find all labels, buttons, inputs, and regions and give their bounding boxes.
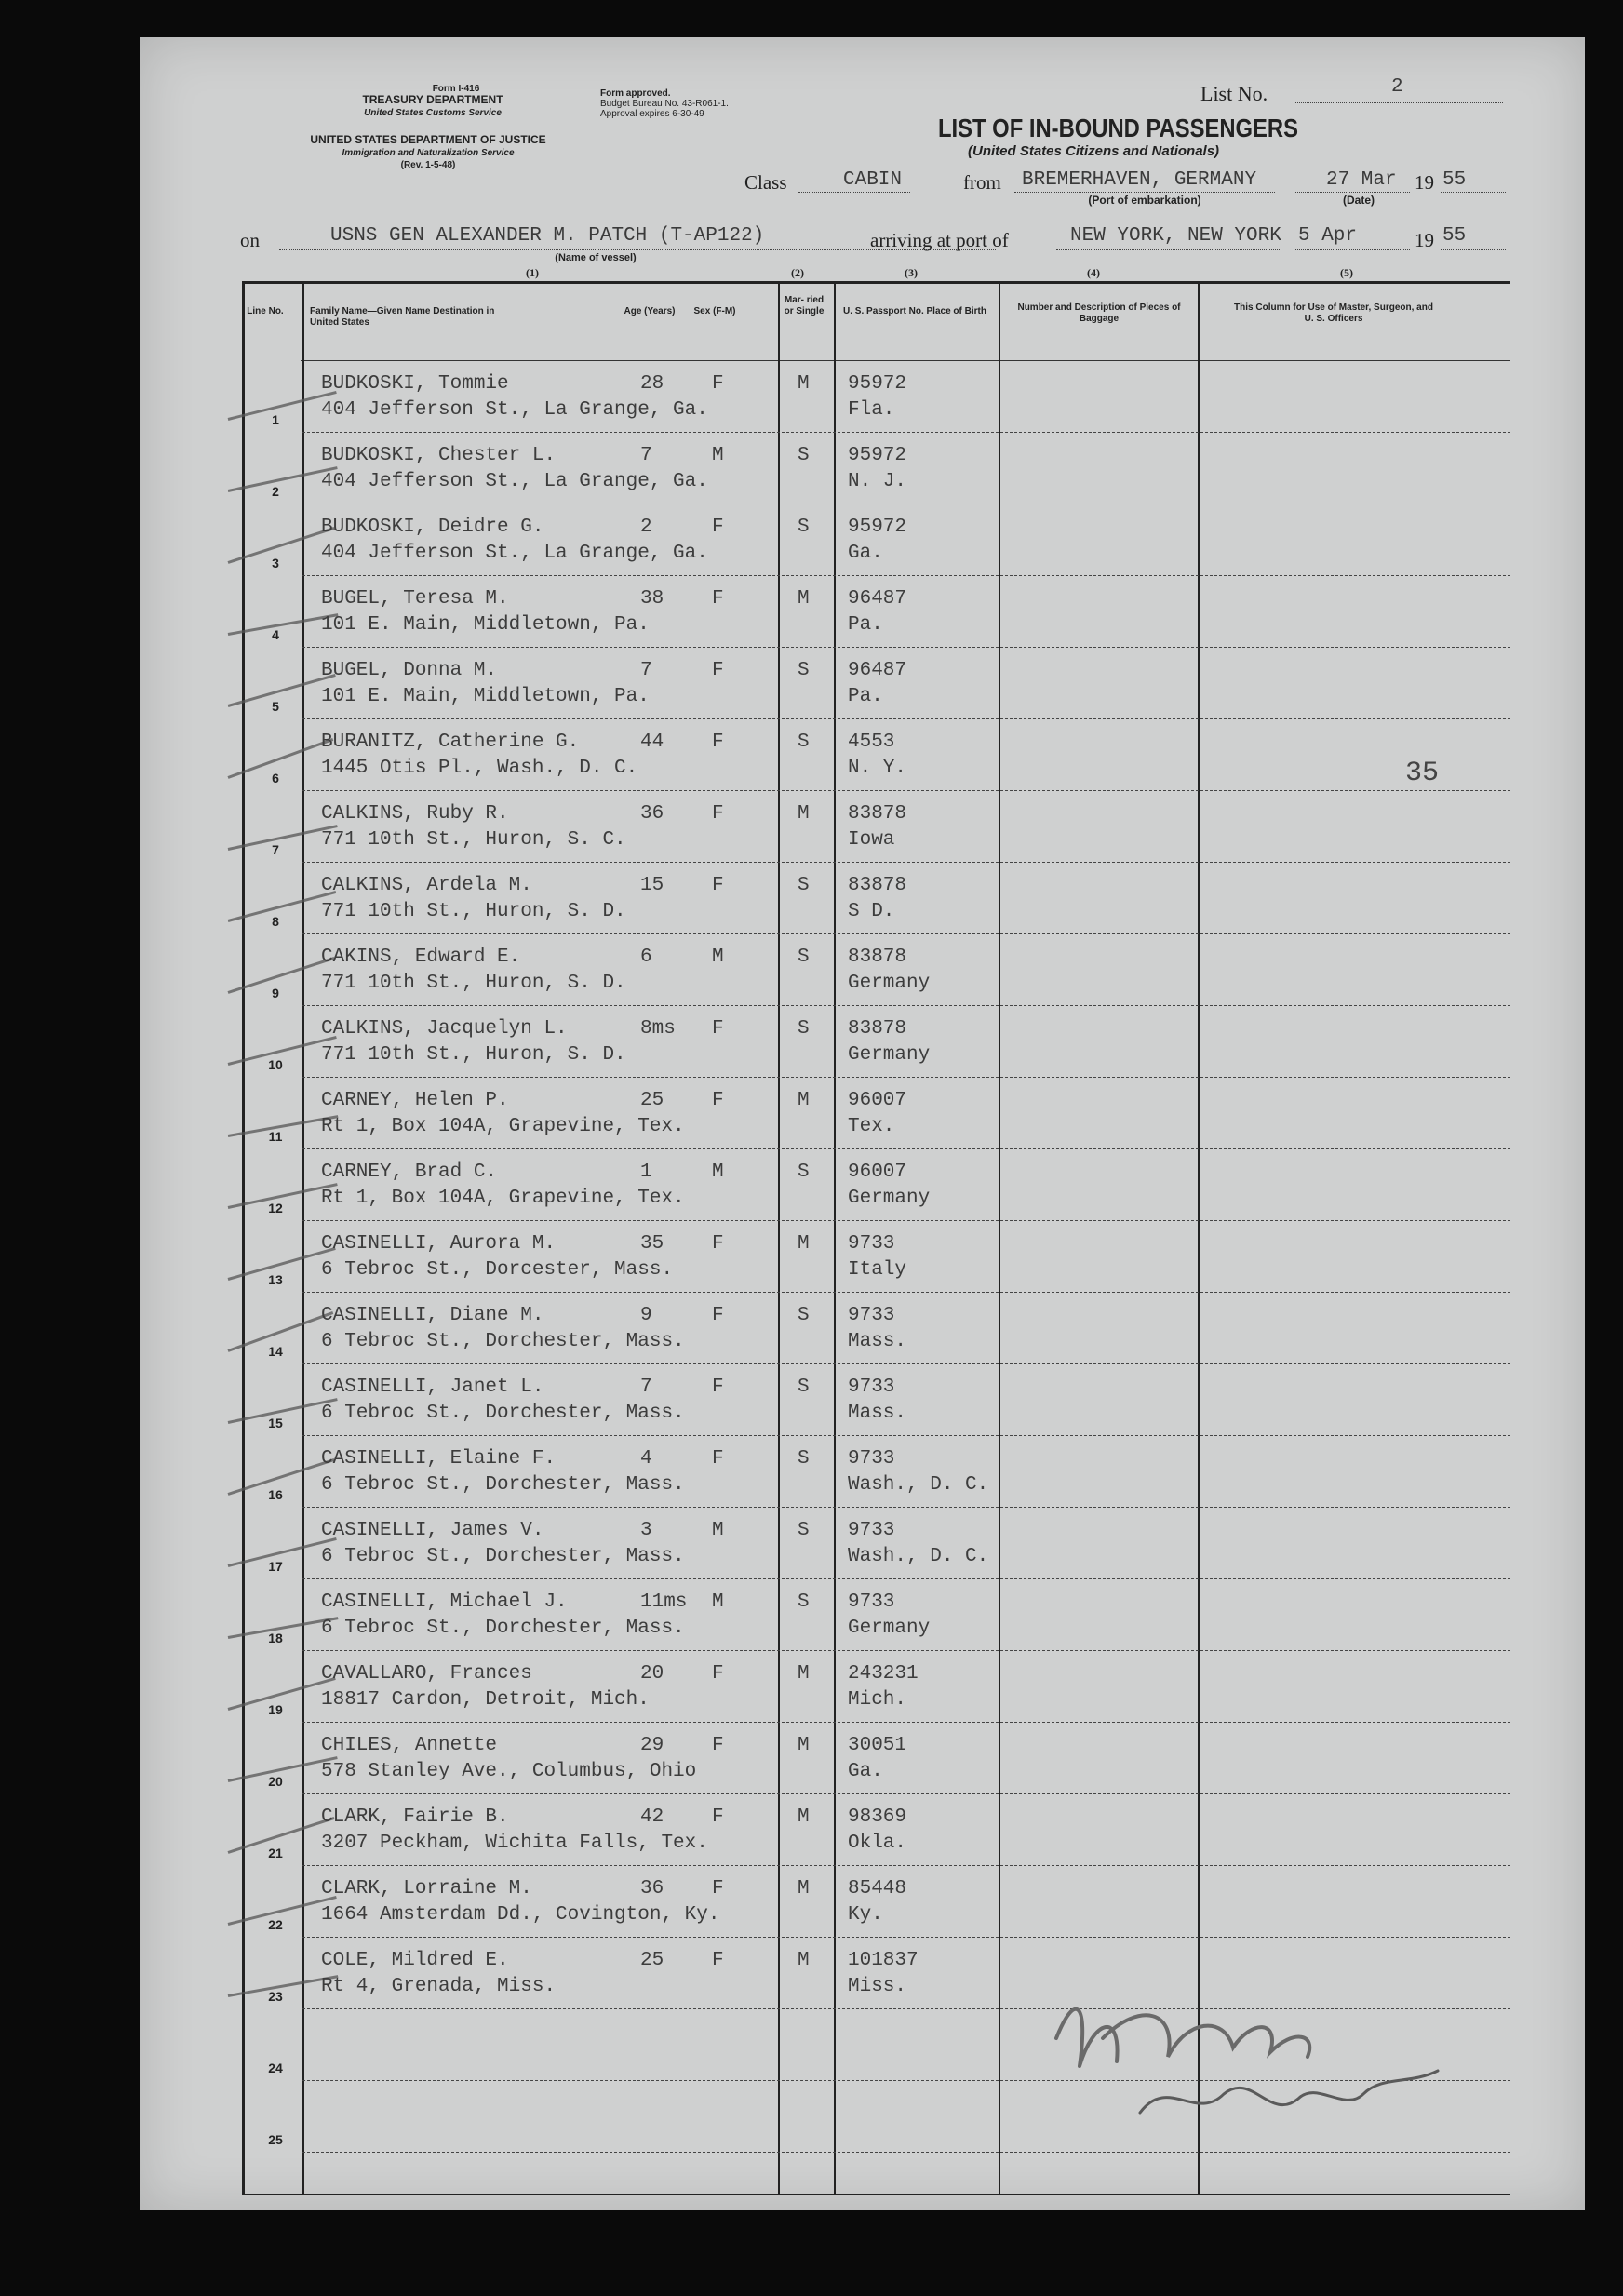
header-baggage: Number and Description of Pieces of Baggage — [1017, 302, 1181, 324]
passenger-sex: M — [712, 947, 724, 968]
row-rule — [302, 432, 1510, 433]
marital-status: M — [798, 373, 810, 395]
passenger-address: 578 Stanley Ave., Columbus, Ohio — [321, 1761, 697, 1782]
justice-dept: UNITED STATES DEPARTMENT OF JUSTICE — [310, 133, 546, 146]
place-of-birth: Mass. — [848, 1331, 907, 1352]
ins-service: Immigration and Naturalization Service — [342, 148, 515, 158]
row-rule — [302, 1722, 1510, 1723]
row-rule — [302, 1435, 1510, 1436]
row-rule — [302, 1650, 1510, 1651]
marital-status: S — [798, 1520, 810, 1541]
line-number: 21 — [268, 1846, 283, 1860]
arriving-label: arriving at port of — [870, 229, 1009, 251]
table-row — [245, 649, 1510, 720]
row-rule — [302, 933, 1510, 934]
place-of-birth: Ga. — [848, 543, 883, 564]
passport-number: 9733 — [848, 1520, 895, 1541]
table-row — [245, 1007, 1510, 1079]
marital-status: M — [798, 588, 810, 610]
arrival-port-line — [1056, 249, 1280, 250]
col-number-2: (2) — [791, 266, 804, 279]
row-rule — [302, 1578, 1510, 1579]
date-caption: (Date) — [1342, 194, 1375, 207]
line-number: 6 — [272, 771, 279, 785]
passenger-sex: F — [712, 1735, 724, 1756]
passport-number: 83878 — [848, 1018, 907, 1040]
passenger-age: 4 — [640, 1448, 652, 1470]
line-number: 22 — [268, 1917, 283, 1932]
passport-number: 83878 — [848, 947, 907, 968]
line-number: 11 — [268, 1129, 283, 1144]
header-officers: This Column for Use of Master, Surgeon, and U. S. Officers — [1234, 302, 1433, 324]
table-row — [245, 1150, 1510, 1222]
line-number: 7 — [272, 842, 279, 857]
place-of-birth: N. J. — [848, 471, 907, 492]
page-title: LIST OF IN-BOUND PASSENGERS — [938, 114, 1299, 142]
depart-date-line — [1294, 192, 1410, 193]
marital-status: S — [798, 1305, 810, 1326]
header-line-no: Line No. — [247, 306, 284, 316]
passenger-address: 404 Jefferson St., La Grange, Ga. — [321, 399, 708, 421]
passenger-address: 6 Tebroc St., Dorchester, Mass. — [321, 1546, 685, 1567]
passenger-age: 8ms — [640, 1018, 676, 1040]
table-row — [245, 362, 1510, 434]
treasury-dept: TREASURY DEPARTMENT — [362, 93, 503, 106]
row-rule — [302, 862, 1510, 863]
passenger-name: CARNEY, Brad C. — [321, 1161, 498, 1183]
passenger-address: 771 10th St., Huron, S. D. — [321, 973, 626, 994]
passenger-address: 404 Jefferson St., La Grange, Ga. — [321, 543, 708, 564]
passenger-sex: F — [712, 1878, 724, 1900]
passenger-sex: F — [712, 1090, 724, 1111]
line-number: 3 — [272, 556, 279, 571]
place-of-birth: Okla. — [848, 1833, 907, 1854]
passenger-name: CASINELLI, James V. — [321, 1520, 544, 1541]
arrival-date: 5 Apr — [1298, 225, 1358, 247]
passenger-name: CASINELLI, Michael J. — [321, 1591, 568, 1613]
table-row — [245, 1867, 1510, 1939]
passenger-address: 6 Tebroc St., Dorchester, Mass. — [321, 1618, 685, 1639]
passport-number: 9733 — [848, 1448, 895, 1470]
passenger-name: BUGEL, Donna M. — [321, 660, 498, 681]
place-of-birth: Pa. — [848, 686, 883, 707]
table-row — [245, 1222, 1510, 1294]
passenger-address: 3207 Peckham, Wichita Falls, Tex. — [321, 1833, 708, 1854]
marital-status: S — [798, 1376, 810, 1398]
passenger-age: 20 — [640, 1663, 664, 1685]
passenger-age: 7 — [640, 445, 652, 466]
passport-number: 96007 — [848, 1090, 907, 1111]
page-subtitle: (United States Citizens and Nationals) — [968, 143, 1220, 159]
row-rule — [302, 575, 1510, 576]
table-row — [245, 1509, 1510, 1580]
passenger-age: 44 — [640, 732, 664, 753]
passenger-address: 771 10th St., Huron, S. C. — [321, 829, 626, 851]
row-rule — [302, 1148, 1510, 1149]
passport-number: 101837 — [848, 1950, 919, 1971]
marital-status: M — [798, 1663, 810, 1685]
place-of-birth: Germany — [848, 1188, 931, 1209]
passenger-address: 771 10th St., Huron, S. D. — [321, 1044, 626, 1066]
passenger-name: CASINELLI, Elaine F. — [321, 1448, 557, 1470]
passenger-sex: F — [712, 1233, 724, 1255]
col-number-1: (1) — [526, 266, 539, 279]
line-number: 25 — [268, 2132, 283, 2147]
marital-status: M — [798, 1878, 810, 1900]
passport-number: 96487 — [848, 588, 907, 610]
passenger-sex: M — [712, 1520, 724, 1541]
row-rule — [302, 1292, 1510, 1293]
passenger-age: 7 — [640, 660, 652, 681]
list-no-line — [1294, 102, 1503, 103]
row-rule — [302, 1363, 1510, 1364]
arrival-port: NEW YORK, NEW YORK — [1070, 225, 1281, 247]
passenger-name: BUDKOSKI, Deidre G. — [321, 517, 544, 538]
passenger-sex: F — [712, 1950, 724, 1971]
row-rule — [302, 1507, 1510, 1508]
line-number: 5 — [272, 699, 279, 714]
passenger-address: Rt 4, Grenada, Miss. — [321, 1976, 557, 1997]
class-line — [798, 192, 910, 193]
place-of-birth: Germany — [848, 1618, 931, 1639]
header-passport: U. S. Passport No. Place of Birth — [843, 306, 986, 316]
line-number: 12 — [268, 1201, 283, 1215]
place-of-birth: S D. — [848, 901, 895, 922]
place-of-birth: Pa. — [848, 614, 883, 636]
passenger-name: COLE, Mildred E. — [321, 1950, 509, 1971]
on-label: on — [240, 229, 260, 251]
passport-number: 83878 — [848, 875, 907, 896]
row-rule — [302, 718, 1510, 719]
header-age: Age (Years) — [624, 306, 676, 316]
table-row — [245, 792, 1510, 864]
list-no-value: 2 — [1391, 76, 1403, 98]
passport-number: 9733 — [848, 1591, 895, 1613]
passenger-rows — [245, 362, 1510, 2154]
passenger-sex: F — [712, 660, 724, 681]
place-of-birth: Tex. — [848, 1116, 895, 1137]
depart-year-line — [1441, 192, 1506, 193]
passenger-age: 9 — [640, 1305, 652, 1326]
from-line — [1014, 192, 1275, 193]
passenger-address: 1445 Otis Pl., Wash., D. C. — [321, 758, 638, 779]
approval-expires: Approval expires 6-30-49 — [600, 109, 704, 119]
passenger-name: BUGEL, Teresa M. — [321, 588, 509, 610]
passport-number: 95972 — [848, 373, 907, 395]
marital-status: M — [798, 1950, 810, 1971]
line-number: 1 — [272, 412, 279, 427]
table-row — [245, 1294, 1510, 1365]
vessel-caption: (Name of vessel) — [555, 252, 637, 263]
table-row — [245, 1437, 1510, 1509]
marital-status: S — [798, 947, 810, 968]
place-of-birth: Miss. — [848, 1976, 907, 1997]
line-number: 8 — [272, 914, 279, 929]
passenger-age: 28 — [640, 373, 664, 395]
list-no-label: List No. — [1200, 82, 1268, 105]
passenger-name: CASINELLI, Janet L. — [321, 1376, 544, 1398]
passenger-sex: F — [712, 803, 724, 825]
place-of-birth: N. Y. — [848, 758, 907, 779]
col-number-3: (3) — [905, 266, 918, 279]
passenger-address: 771 10th St., Huron, S. D. — [321, 901, 626, 922]
line-number: 2 — [272, 484, 279, 499]
header-rule — [301, 360, 1510, 361]
table-row — [245, 505, 1510, 577]
header-name: Family Name—Given Name Destination in United States — [310, 306, 495, 328]
depart-year: 55 — [1442, 169, 1467, 191]
from-value: BREMERHAVEN, GERMANY — [1022, 169, 1257, 191]
table-row — [245, 1079, 1510, 1150]
marital-status: S — [798, 1161, 810, 1183]
officer-note: 35 — [1405, 758, 1440, 789]
from-label: from — [963, 171, 1001, 194]
passenger-name: CASINELLI, Aurora M. — [321, 1233, 557, 1255]
col-number-5: (5) — [1340, 266, 1353, 279]
arrival-year: 55 — [1442, 225, 1467, 247]
passenger-name: BUDKOSKI, Chester L. — [321, 445, 557, 466]
passport-number: 85448 — [848, 1878, 907, 1900]
place-of-birth: Italy — [848, 1259, 907, 1281]
passenger-name: CARNEY, Helen P. — [321, 1090, 509, 1111]
marital-status: M — [798, 1806, 810, 1828]
passport-number: 243231 — [848, 1663, 919, 1685]
line-number: 19 — [268, 1702, 283, 1717]
passenger-sex: M — [712, 1161, 724, 1183]
passenger-address: 101 E. Main, Middletown, Pa. — [321, 614, 650, 636]
depart-year-prefix: 19 — [1415, 171, 1434, 194]
row-rule — [302, 1793, 1510, 1794]
marital-status: S — [798, 517, 810, 538]
header-married: Mar- ried or Single — [784, 295, 825, 316]
passenger-age: 42 — [640, 1806, 664, 1828]
row-rule — [302, 1220, 1510, 1221]
passenger-sex: F — [712, 1305, 724, 1326]
passenger-sex: F — [712, 373, 724, 395]
line-number: 23 — [268, 1989, 283, 2004]
place-of-birth: Fla. — [848, 399, 895, 421]
passenger-sex: F — [712, 1448, 724, 1470]
table-row — [245, 1365, 1510, 1437]
vessel-name: USNS GEN ALEXANDER M. PATCH (T-AP122) — [330, 225, 765, 247]
passenger-address: 404 Jefferson St., La Grange, Ga. — [321, 471, 708, 492]
passport-number: 96007 — [848, 1161, 907, 1183]
marital-status: S — [798, 660, 810, 681]
passport-number: 95972 — [848, 517, 907, 538]
passenger-address: 6 Tebroc St., Dorchester, Mass. — [321, 1331, 685, 1352]
line-number: 14 — [268, 1344, 283, 1359]
place-of-birth: Ky. — [848, 1904, 883, 1926]
table-row — [245, 864, 1510, 935]
passenger-address: Rt 1, Box 104A, Grapevine, Tex. — [321, 1188, 685, 1209]
passport-number: 4553 — [848, 732, 895, 753]
class-value: CABIN — [843, 169, 903, 191]
table-row — [245, 1724, 1510, 1795]
passenger-age: 2 — [640, 517, 652, 538]
passenger-list-page — [140, 37, 1585, 2210]
table-row — [245, 720, 1510, 792]
passenger-age: 29 — [640, 1735, 664, 1756]
passenger-name: CALKINS, Jacquelyn L. — [321, 1018, 568, 1040]
passenger-name: BUDKOSKI, Tommie — [321, 373, 509, 395]
passenger-sex: F — [712, 517, 724, 538]
passport-number: 9733 — [848, 1376, 895, 1398]
row-rule — [302, 790, 1510, 791]
passenger-sex: F — [712, 732, 724, 753]
place-of-birth: Mich. — [848, 1689, 907, 1711]
passenger-sex: M — [712, 1591, 724, 1613]
passenger-address: 18817 Cardon, Detroit, Mich. — [321, 1689, 650, 1711]
passenger-name: CLARK, Fairie B. — [321, 1806, 509, 1828]
row-rule — [302, 647, 1510, 648]
line-number: 9 — [272, 986, 279, 1000]
place-of-birth: Mass. — [848, 1403, 907, 1424]
table-row — [245, 1580, 1510, 1652]
budget-bureau: Budget Bureau No. 43-R061-1. — [600, 99, 729, 109]
line-number: 10 — [268, 1057, 283, 1072]
passenger-name: CASINELLI, Diane M. — [321, 1305, 544, 1326]
passenger-address: 6 Tebroc St., Dorchester, Mass. — [321, 1403, 685, 1424]
passenger-name: CHILES, Annette — [321, 1735, 498, 1756]
line-number: 20 — [268, 1774, 283, 1789]
passenger-address: 101 E. Main, Middletown, Pa. — [321, 686, 650, 707]
form-revision: (Rev. 1-5-48) — [400, 160, 456, 170]
marital-status: S — [798, 445, 810, 466]
passenger-sex: F — [712, 1663, 724, 1685]
line-number: 16 — [268, 1487, 283, 1502]
passenger-address: 6 Tebroc St., Dorcester, Mass. — [321, 1259, 674, 1281]
form-number: Form I-416 — [432, 84, 480, 94]
passenger-age: 25 — [640, 1090, 664, 1111]
line-number: 24 — [268, 2061, 283, 2075]
marital-status: S — [798, 1591, 810, 1613]
passport-number: 9733 — [848, 1233, 895, 1255]
place-of-birth: Ga. — [848, 1761, 883, 1782]
passenger-age: 36 — [640, 1878, 664, 1900]
passenger-age: 25 — [640, 1950, 664, 1971]
passenger-age: 11ms — [640, 1591, 688, 1613]
passenger-age: 3 — [640, 1520, 652, 1541]
col-number-4: (4) — [1087, 266, 1100, 279]
passenger-address: 6 Tebroc St., Dorchester, Mass. — [321, 1474, 685, 1496]
line-number: 13 — [268, 1272, 283, 1287]
passenger-age: 15 — [640, 875, 664, 896]
officer-signature — [1038, 1982, 1447, 2168]
customs-service: United States Customs Service — [364, 108, 502, 118]
passport-number: 96487 — [848, 660, 907, 681]
passport-number: 9733 — [848, 1305, 895, 1326]
passport-number: 95972 — [848, 445, 907, 466]
passport-number: 98369 — [848, 1806, 907, 1828]
port-embark-caption: (Port of embarkation) — [1088, 194, 1201, 207]
marital-status: M — [798, 1735, 810, 1756]
arrival-date-line — [1294, 249, 1410, 250]
passenger-sex: F — [712, 1806, 724, 1828]
place-of-birth: Germany — [848, 973, 931, 994]
marital-status: S — [798, 875, 810, 896]
passport-number: 30051 — [848, 1735, 907, 1756]
line-number: 15 — [268, 1416, 283, 1430]
passenger-name: CLARK, Lorraine M. — [321, 1878, 532, 1900]
class-label: Class — [744, 171, 787, 194]
passenger-sex: F — [712, 1376, 724, 1398]
marital-status: S — [798, 732, 810, 753]
passenger-age: 6 — [640, 947, 652, 968]
row-rule — [302, 1937, 1510, 1938]
marital-status: M — [798, 1233, 810, 1255]
passenger-name: BURANITZ, Catherine G. — [321, 732, 580, 753]
row-rule — [302, 1005, 1510, 1006]
row-rule — [302, 1865, 1510, 1866]
place-of-birth: Wash., D. C. — [848, 1546, 989, 1567]
table-row — [245, 1652, 1510, 1724]
passenger-sex: M — [712, 445, 724, 466]
passenger-address: 1664 Amsterdam Dd., Covington, Ky. — [321, 1904, 720, 1926]
place-of-birth: Germany — [848, 1044, 931, 1066]
passenger-name: CALKINS, Ardela M. — [321, 875, 532, 896]
marital-status: M — [798, 803, 810, 825]
form-approved: Form approved. — [600, 88, 671, 99]
place-of-birth: Iowa — [848, 829, 895, 851]
marital-status: S — [798, 1448, 810, 1470]
passenger-age: 35 — [640, 1233, 664, 1255]
passenger-sex: F — [712, 1018, 724, 1040]
line-number: 17 — [268, 1559, 283, 1574]
passenger-age: 36 — [640, 803, 664, 825]
passenger-age: 7 — [640, 1376, 652, 1398]
table-row — [245, 935, 1510, 1007]
passport-number: 83878 — [848, 803, 907, 825]
row-rule — [302, 1077, 1510, 1078]
passenger-name: CAKINS, Edward E. — [321, 947, 521, 968]
marital-status: M — [798, 1090, 810, 1111]
passenger-address: Rt 1, Box 104A, Grapevine, Tex. — [321, 1116, 685, 1137]
arrival-year-line — [1441, 249, 1506, 250]
arrival-year-prefix: 19 — [1415, 229, 1434, 251]
line-number: 18 — [268, 1631, 283, 1645]
table-row — [245, 577, 1510, 649]
passenger-name: CAVALLARO, Frances — [321, 1663, 532, 1685]
passenger-age: 38 — [640, 588, 664, 610]
passenger-sex: F — [712, 588, 724, 610]
marital-status: S — [798, 1018, 810, 1040]
table-row — [245, 434, 1510, 505]
header-sex: Sex (F-M) — [693, 306, 736, 316]
depart-date: 27 Mar — [1326, 169, 1397, 191]
table-row — [245, 1795, 1510, 1867]
passenger-age: 1 — [640, 1161, 652, 1183]
place-of-birth: Wash., D. C. — [848, 1474, 989, 1496]
line-number: 4 — [272, 627, 279, 642]
passenger-name: CALKINS, Ruby R. — [321, 803, 509, 825]
passenger-sex: F — [712, 875, 724, 896]
passenger-table — [242, 281, 1510, 2195]
